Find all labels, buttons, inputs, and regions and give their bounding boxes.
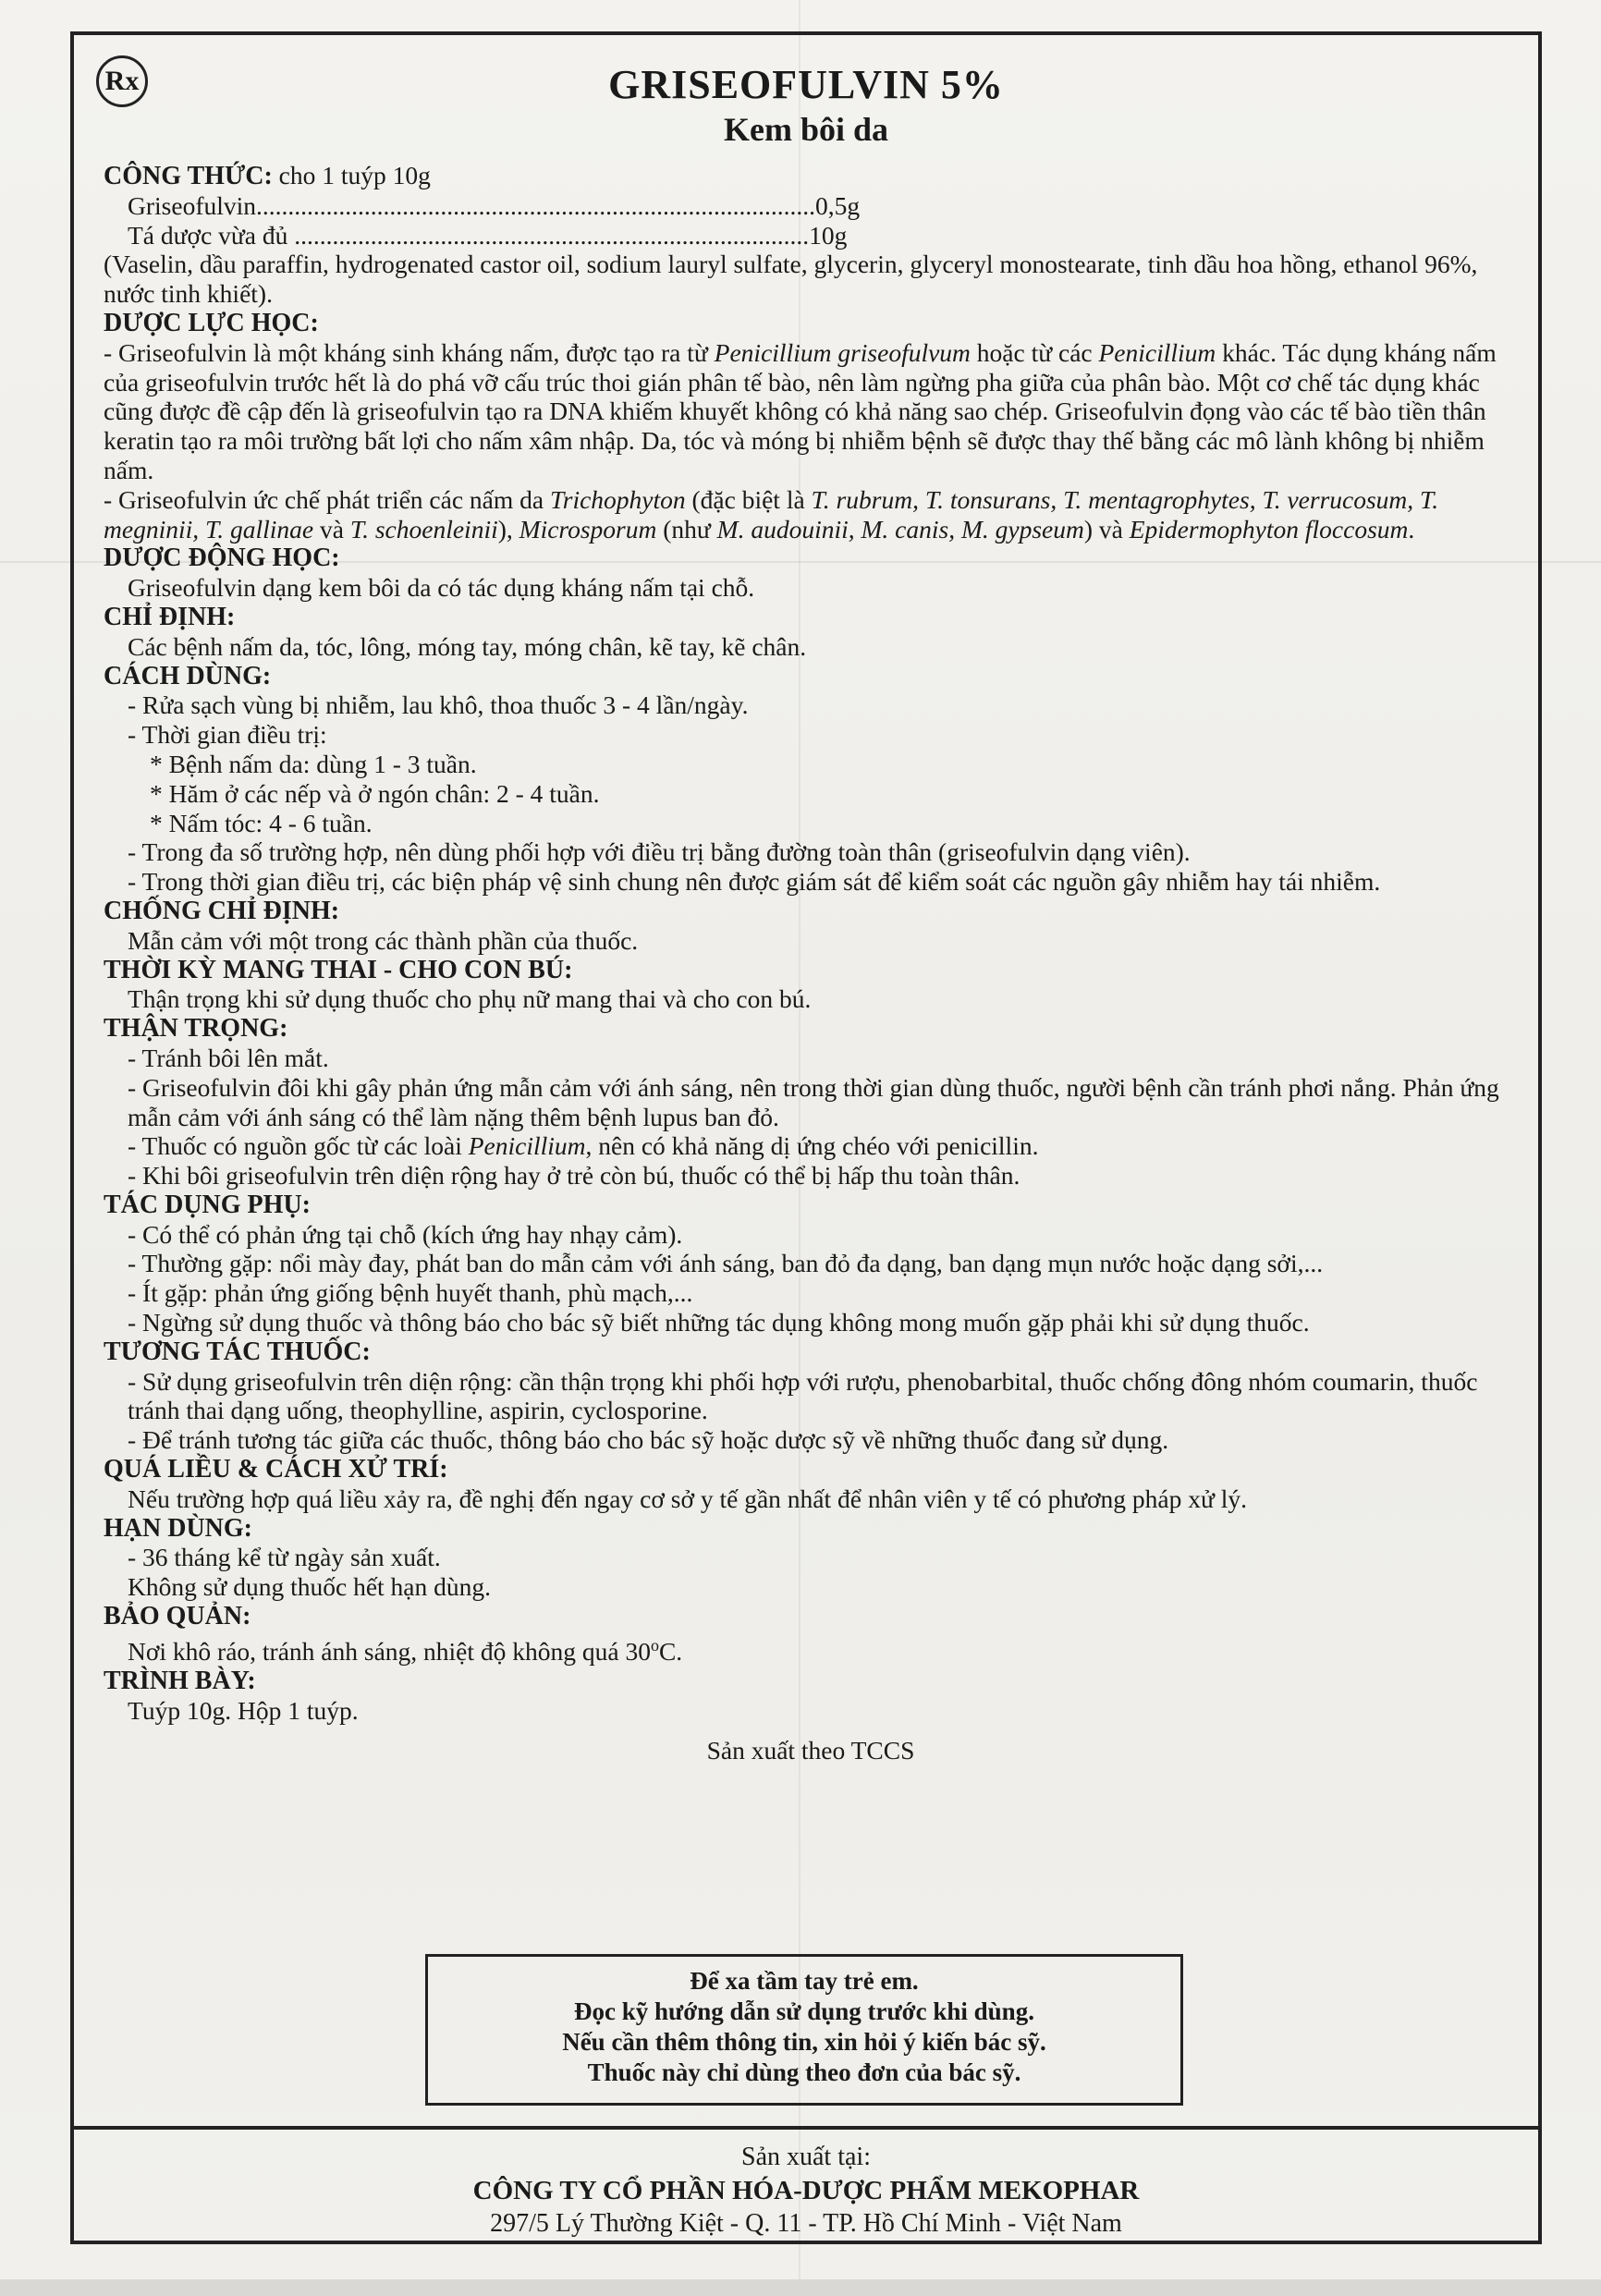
section-heading: TƯƠNG TÁC THUỐC: [104,1337,371,1366]
ingredient-amount: 10g [809,220,848,250]
text-run: . [1408,514,1415,543]
section-heading: DƯỢC LỰC HỌC: [104,308,319,337]
pharmacokinetics-text: Griseofulvin dạng kem bôi da có tác dụng kháng nấm tại chỗ. [128,573,755,603]
section-heading: THẬN TRỌNG: [104,1014,288,1044]
title-block [74,61,1538,150]
ingredient-name: Griseofulvin [128,190,257,220]
shelf-life-line: Không sử dụng thuốc hết hạn dùng. [128,1572,491,1602]
warning-line: Thuốc này chỉ dùng theo đơn của bác sỹ. [587,2058,1021,2086]
manufacturing-standard: Sản xuất theo TCCS [706,1736,915,1765]
usage-line: - Thời gian điều trị: [128,720,327,750]
text-run: - Thuốc có nguồn gốc từ các loài [128,1131,469,1161]
usage-subline: * Hăm ở các nếp và ở ngón chân: 2 - 4 tuần. [150,778,600,808]
leader-dots: ................................................................................. [287,220,810,250]
text-run: (như [656,514,717,543]
text-run: , nên có khả năng dị ứng chéo với penicillin. [585,1131,1039,1161]
degree-mark: o [650,1635,659,1655]
section-heading: CÁCH DÙNG: [104,661,272,690]
formula-amount: cho 1 tuýp 10g [272,161,431,189]
section-heading: QUÁ LIỀU & CÁCH XỬ TRÍ: [104,1455,448,1484]
formula-heading-line [104,161,1518,191]
leaflet-frame [70,31,1542,2244]
section-heading: THỜI KỲ MANG THAI - CHO CON BÚ: [104,955,573,984]
manufacturer-block [74,2141,1538,2241]
paper-bottom-edge [0,2279,1601,2296]
section-heading: CHỐNG CHỈ ĐỊNH: [104,896,340,925]
usage-line: - Trong đa số trường hợp, nên dùng phối hợp với điều trị bằng đường toàn thân (griseofulvin dạng viên). [128,837,1191,867]
section-heading: CHỈ ĐỊNH: [104,602,236,631]
precaution-line [104,1131,1518,1161]
text-run: - Griseofulvin là một kháng sinh kháng nấm, được tạo ra từ [104,337,715,367]
leaflet-body [104,161,1518,1765]
presentation-text: Tuýp 10g. Hộp 1 tuýp. [128,1695,359,1725]
species-name: Penicillium [468,1131,586,1161]
usage-subline: * Bệnh nấm da: dùng 1 - 3 tuần. [150,749,477,778]
warning-line: Đọc kỹ hướng dẫn sử dụng trước khi dùng. [574,1997,1034,2025]
warning-box [425,1954,1183,2106]
side-effect-line: - Có thể có phản ứng tại chỗ (kích ứng hay nhạy cảm). [128,1219,683,1249]
section-heading: HẠN DÙNG: [104,1513,252,1543]
interaction-line: - Để tránh tương tác giữa các thuốc, thông báo cho bác sỹ hoặc dược sỹ về những thuốc đang sử dụng. [128,1425,1169,1455]
text-run: và [313,514,350,543]
side-effect-line: - Ít gặp: phản ứng giống bệnh huyết thanh, phù mạch,... [128,1278,693,1308]
usage-subline: * Nấm tóc: 4 - 6 tuần. [150,808,373,837]
pharmacodynamics-p1 [104,338,1518,485]
overdose-text: Nếu trường hợp quá liều xảy ra, đề nghị đến ngay cơ sở y tế gần nhất để nhân viên y tế có phương pháp xử lý. [128,1484,1248,1513]
product-subtitle: Kem bôi da [723,111,888,148]
storage-text [104,1631,1518,1667]
section-heading: DƯỢC ĐỘNG HỌC: [104,543,340,573]
usage-line: - Trong thời gian điều trị, các biện pháp vệ sinh chung nên được giám sát để kiểm soát các nguồn gây nhiễm hay tái nhiễm. [128,867,1381,897]
section-heading: TRÌNH BÀY: [104,1666,256,1695]
excipient-list: (Vaselin, dầu paraffin, hydrogenated castor oil, sodium lauryl sulfate, glycerin, glyceryl monostearate, tinh dầu hoa hồng, ethanol 96%, nước tinh khiết). [104,250,1478,309]
species-name: M. audouinii, M. canis, M. gypseum [716,514,1084,543]
side-effect-line: - Ngừng sử dụng thuốc và thông báo cho bác sỹ biết những tác dụng không mong muốn gặp phải khi sử dụng thuốc. [128,1308,1310,1337]
text-run: khác. Tác dụng kháng nấm của griseofulvin trước hết là do phá vỡ cấu trúc thoi gián phân tế bào, nên làm ngừng pha giữa của phân bào. Một cơ chế tác dụng khác cũng được đề cập đến là griseofulvin tạo ra DNA khiếm khuyết không có khả năng sao chép. Griseofulvin đọng vào các tế bào tiền thân keratin tạo ra môi trường bất lợi cho nấm xâm nhập. Da, tóc và móng bị nhiễm bệnh sẽ được thay thế bằng các mô lành không bị nhiễm nấm. [104,337,1497,484]
interaction-line: - Sử dụng griseofulvin trên diện rộng: cần thận trọng khi phối hợp với rượu, phenobarbital, thuốc chống đông nhóm coumarin, thuốc tránh thai dạng uống, theophylline, aspirin, cyclosporine. [128,1366,1478,1425]
section-heading: TÁC DỤNG PHỤ: [104,1190,311,1219]
formula-line-active [104,191,1518,221]
precaution-line: - Khi bôi griseofulvin trên diện rộng hay ở trẻ còn bú, thuốc có thể bị hấp thu toàn thân. [128,1161,1020,1191]
species-name: T. schoenleinii [349,514,498,543]
footer-divider [74,2126,1538,2130]
species-name: Epidermophyton floccosum [1129,514,1409,543]
text-run: C. [658,1637,683,1666]
indications-text: Các bệnh nấm da, tóc, lông, móng tay, móng chân, kẽ tay, kẽ chân. [128,631,807,661]
ingredient-amount: 0,5g [815,190,861,220]
usage-line: - Rửa sạch vùng bị nhiễm, lau khô, thoa thuốc 3 - 4 lần/ngày. [128,690,749,720]
warning-line: Nếu cần thêm thông tin, xin hỏi ý kiến bác sỹ. [562,2028,1046,2056]
section-heading: BẢO QUẢN: [104,1602,251,1631]
text-run: hoặc từ các [970,337,1099,367]
precaution-line: - Griseofulvin đôi khi gây phản ứng mẫn cảm với ánh sáng, nên trong thời gian dùng thuốc, người bệnh cần tránh phơi nắng. Phản ứng mẫn cảm với ánh sáng có thể làm nặng thêm bệnh lupus ban đỏ. [128,1072,1499,1131]
section-heading: CÔNG THỨC: [104,162,273,190]
manufacturer-address: 297/5 Lý Thường Kiệt - Q. 11 - TP. Hồ Chí Minh - Việt Nam [490,2209,1122,2238]
formula-line-excipient [104,221,1518,250]
leader-dots: ........................................................................................ [256,190,816,220]
text-run: - Griseofulvin ức chế phát triển các nấm da [104,484,550,514]
manufacturer-label: Sản xuất tại: [741,2143,871,2171]
ingredient-name: Tá dược vừa đủ [128,220,288,250]
product-title: GRISEOFULVIN 5% [608,62,1004,107]
warning-line: Để xa tầm tay trẻ em. [690,1967,919,1995]
species-name: Penicillium griseofulvum [714,337,971,367]
side-effect-line: - Thường gặp: nổi mày đay, phát ban do mẫn cảm với ánh sáng, ban đỏ đa dạng, ban dạng mụn nước hoặc dạng sởi,... [128,1249,1324,1278]
species-name: Trichophyton [549,484,686,514]
text-run: ) và [1083,514,1130,543]
species-name: T. rubrum, T. tonsurans, T. mentagrophytes, T. verrucosum, T. megninii, T. gallinae [104,484,1439,543]
shelf-life-line: - 36 tháng kể từ ngày sản xuất. [128,1543,441,1572]
precaution-line: - Tránh bôi lên mắt. [128,1043,329,1072]
species-name: Penicillium [1098,337,1216,367]
pharmacodynamics-p2 [104,485,1518,544]
species-name: Microsporum [519,514,657,543]
pregnancy-text: Thận trọng khi sử dụng thuốc cho phụ nữ mang thai và cho con bú. [128,984,812,1014]
rx-prescription-icon: Rx [96,55,148,107]
manufacturer-company: CÔNG TY CỔ PHẦN HÓA-DƯỢC PHẨM MEKOPHAR [472,2176,1140,2205]
text-run: Nơi khô ráo, tránh ánh sáng, nhiệt độ không quá 30 [128,1637,651,1666]
contraindications-text: Mẫn cảm với một trong các thành phần của thuốc. [128,925,639,955]
text-run: (đặc biệt là [685,484,812,514]
text-run: ), [497,514,519,543]
